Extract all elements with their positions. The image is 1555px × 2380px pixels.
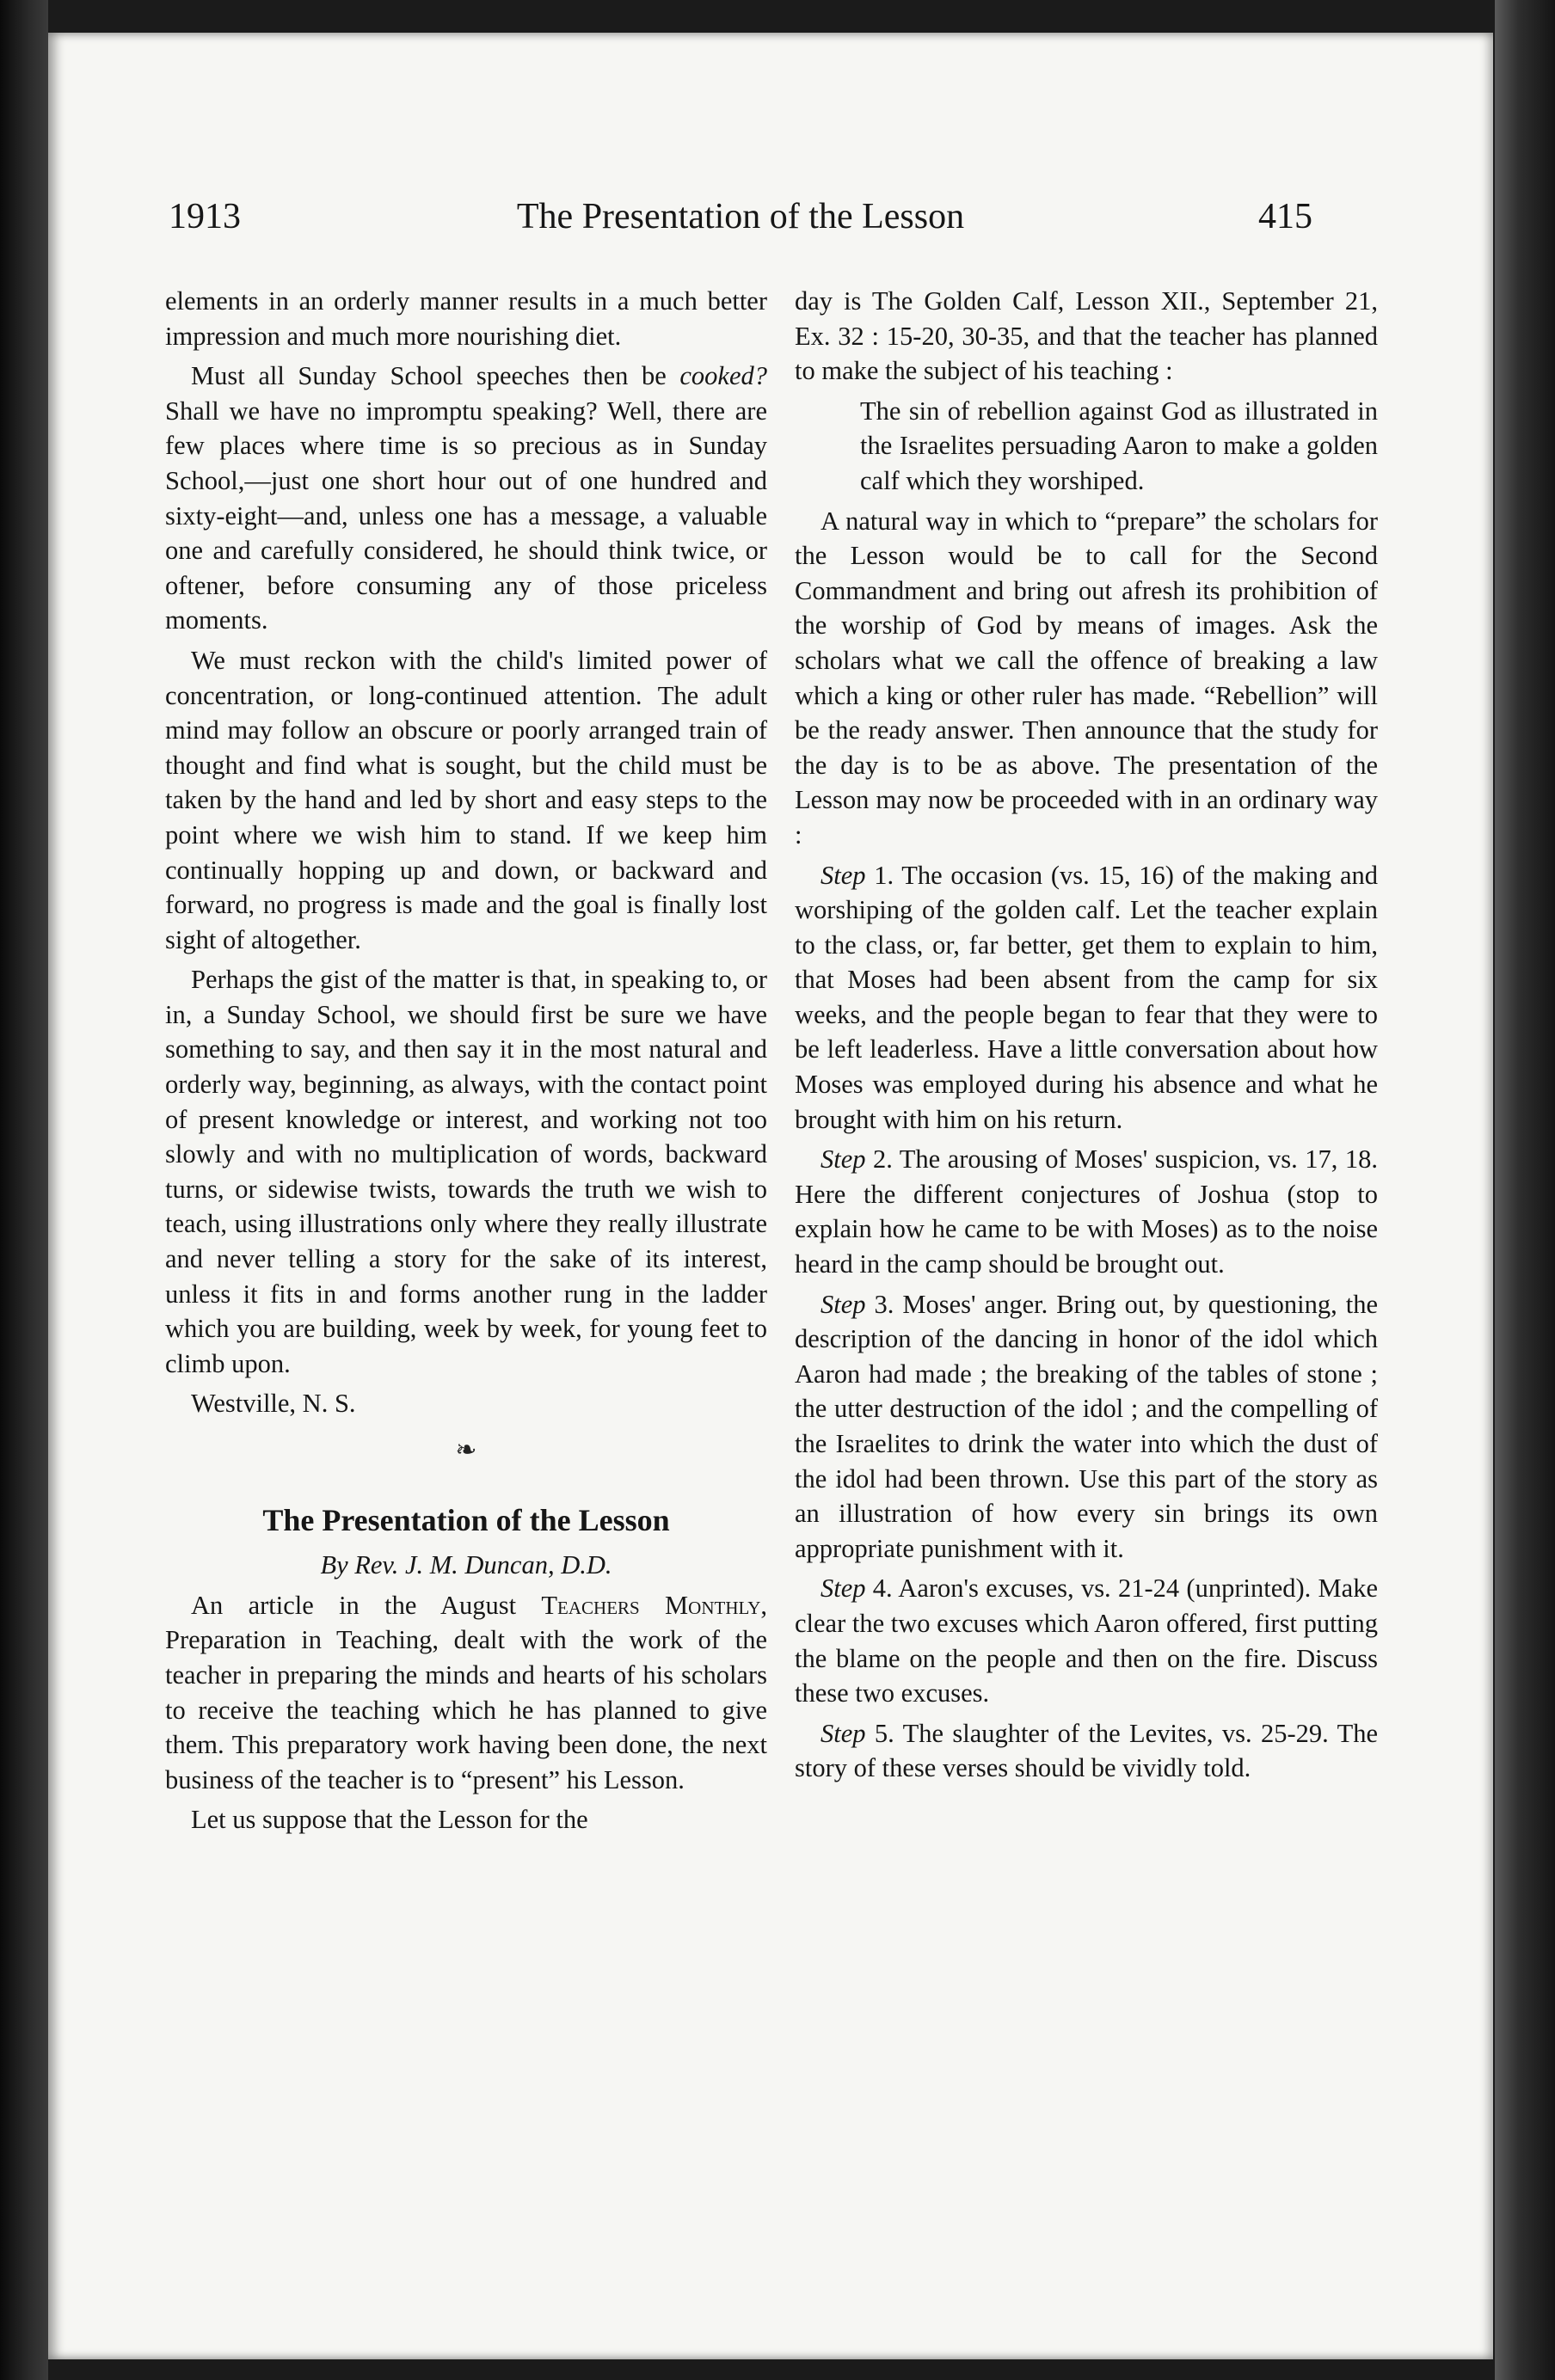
book-page xyxy=(48,33,1493,2359)
left-p5-a: An article in the August xyxy=(191,1590,517,1620)
lesson-subject-quote: The sin of rebellion against God as illustrated in the Israelites persuading Aaron to make a golden calf which they worshiped. xyxy=(860,396,1378,495)
scan-edge-right xyxy=(1495,0,1555,2380)
left-p5-b: , Preparation in Teaching, dealt with the work of the teacher in preparing the minds and hearts of his scholars to receive the teaching which he has planned to give them. This preparatory work having been done, the next business of the teacher is to “present” his Lesson. xyxy=(165,1590,767,1794)
step-text: Moses' anger. Bring out, by questioning, the description of the dancing in honor of the idol which Aaron had made ; the breaking of the tables of stone ; the utter destruction of the idol ; and the compelling of the Israelites to drink the water into which the dust of the idol had been thrown. Use this part of the story as an illustration of how every sin brings its own appropriate punishment with it. xyxy=(795,1289,1378,1563)
step-1 xyxy=(795,858,1378,1138)
step-number: 2. xyxy=(865,1144,893,1175)
right-paragraph-2: A natural way in which to “prepare” the scholars for the Lesson would be to call for the Second Commandment and bring out afresh its prohibition of the worship of God by means of images. Ask the scholars what we call the offence of breaking a law which a king or other ruler has made. “Rebellion” will be the ready answer. Then announce that the study for the day is to be as above. The presentation of the Lesson may now be proceeded with in an ordinary way : xyxy=(795,506,1378,850)
left-paragraph-1: elements in an orderly manner results in a much better impression and much more nourishing diet. xyxy=(165,286,767,351)
step-number: 5. xyxy=(865,1718,894,1748)
left-p2-italic: cooked? xyxy=(679,361,767,391)
step-label: Step xyxy=(821,1718,866,1748)
right-paragraph-1: day is The Golden Calf, Lesson XII., September 21, Ex. 32 : 15-20, 30-35, and that the teacher has planned to make the subject of his teaching : xyxy=(795,286,1378,386)
article-title: The Presentation of the Lesson xyxy=(262,1502,670,1537)
step-text: The arousing of Moses' suspicion, vs. 17, 18. Here the different conjectures of Joshua (stop to explain how he came to be with Moses) as to the noise heard in the camp should be brought out. xyxy=(795,1144,1379,1279)
article-byline: By Rev. J. M. Duncan, D.D. xyxy=(320,1550,612,1580)
step-label: Step xyxy=(821,860,866,890)
header-year: 1913 xyxy=(169,197,241,236)
step-4 xyxy=(795,1571,1378,1710)
scan-edge-left xyxy=(0,0,48,2380)
step-text: The slaughter of the Levites, vs. 25-29. The story of these verses should be vividly told. xyxy=(795,1718,1379,1783)
left-paragraph-4: Perhaps the gist of the matter is that, in speaking to, or in, a Sunday School, we should first be sure we have something to say, and then say it in the most natural and orderly way, beginning, as always, with the contact point of present knowledge or interest, and working not too slowly and with no multiplication of words, backward turns, or sidewise twists, towards the truth we wish to teach, using illustrations only where they really illustrate and never telling a story for the sake of its interest, unless it fits in and forms another rung in the ladder which you are building, week by week, for young feet to climb upon. xyxy=(165,965,767,1378)
left-p2-rest: Shall we have no impromptu speaking? Well, there are few places where time is so precious as in Sunday School,—just one short hour out of one hundred and sixty-eight—and, unless one has a message, a valuable one and carefully considered, he should think twice, or oftener, before consuming any of those priceless moments. xyxy=(165,396,767,635)
left-paragraph-2 xyxy=(165,359,767,638)
left-paragraph-5 xyxy=(165,1588,767,1798)
step-number: 4. xyxy=(865,1573,893,1604)
ornament-icon: ❧ xyxy=(455,1435,477,1465)
step-text: Aaron's excuses, vs. 21-24 (unprinted). Make clear the two excuses which Aaron offered, first putting the blame on the people and then on the fire. Discuss these two excuses. xyxy=(795,1573,1378,1708)
left-p5-smallcaps: Teachers Monthly xyxy=(541,1590,761,1620)
step-number: 3. xyxy=(865,1289,894,1319)
signoff: Westville, N. S. xyxy=(191,1389,356,1419)
step-label: Step xyxy=(821,1144,866,1175)
running-head xyxy=(169,196,1312,256)
left-p2-start: Must all Sunday School speeches then be xyxy=(191,361,667,391)
right-column xyxy=(795,284,1378,1791)
step-label: Step xyxy=(821,1573,866,1604)
step-label: Step xyxy=(821,1289,866,1319)
step-text: The occasion (vs. 15, 16) of the making and worshiping of the golden calf. Let the teacher explain to the class, or, far better, get them to explain to him, that Moses had been absent from the camp for six weeks, and the people began to fear that they were to be left leaderless. Have a little conversation about how Moses was employed during his absence and what he brought with him on his return. xyxy=(795,860,1378,1134)
left-paragraph-6: Let us suppose that the Lesson for the xyxy=(191,1805,588,1835)
step-3 xyxy=(795,1287,1378,1567)
left-paragraph-3: We must reckon with the child's limited power of concentration, or long-continued attention. The adult mind may follow an obscure or poorly arranged train of thought and find what is sought, but the child must be taken by the hand and led by short and easy steps to the point where we wish him to stand. If we keep him continually hopping up and down, or backward and forward, no progress is made and the goal is finally lost sight of altogether. xyxy=(165,645,767,954)
header-title: The Presentation of the Lesson xyxy=(516,197,965,236)
page-number: 415 xyxy=(1258,197,1312,236)
left-column xyxy=(165,284,767,1843)
step-number: 1. xyxy=(865,860,894,890)
step-2 xyxy=(795,1142,1378,1281)
step-5 xyxy=(795,1716,1378,1786)
